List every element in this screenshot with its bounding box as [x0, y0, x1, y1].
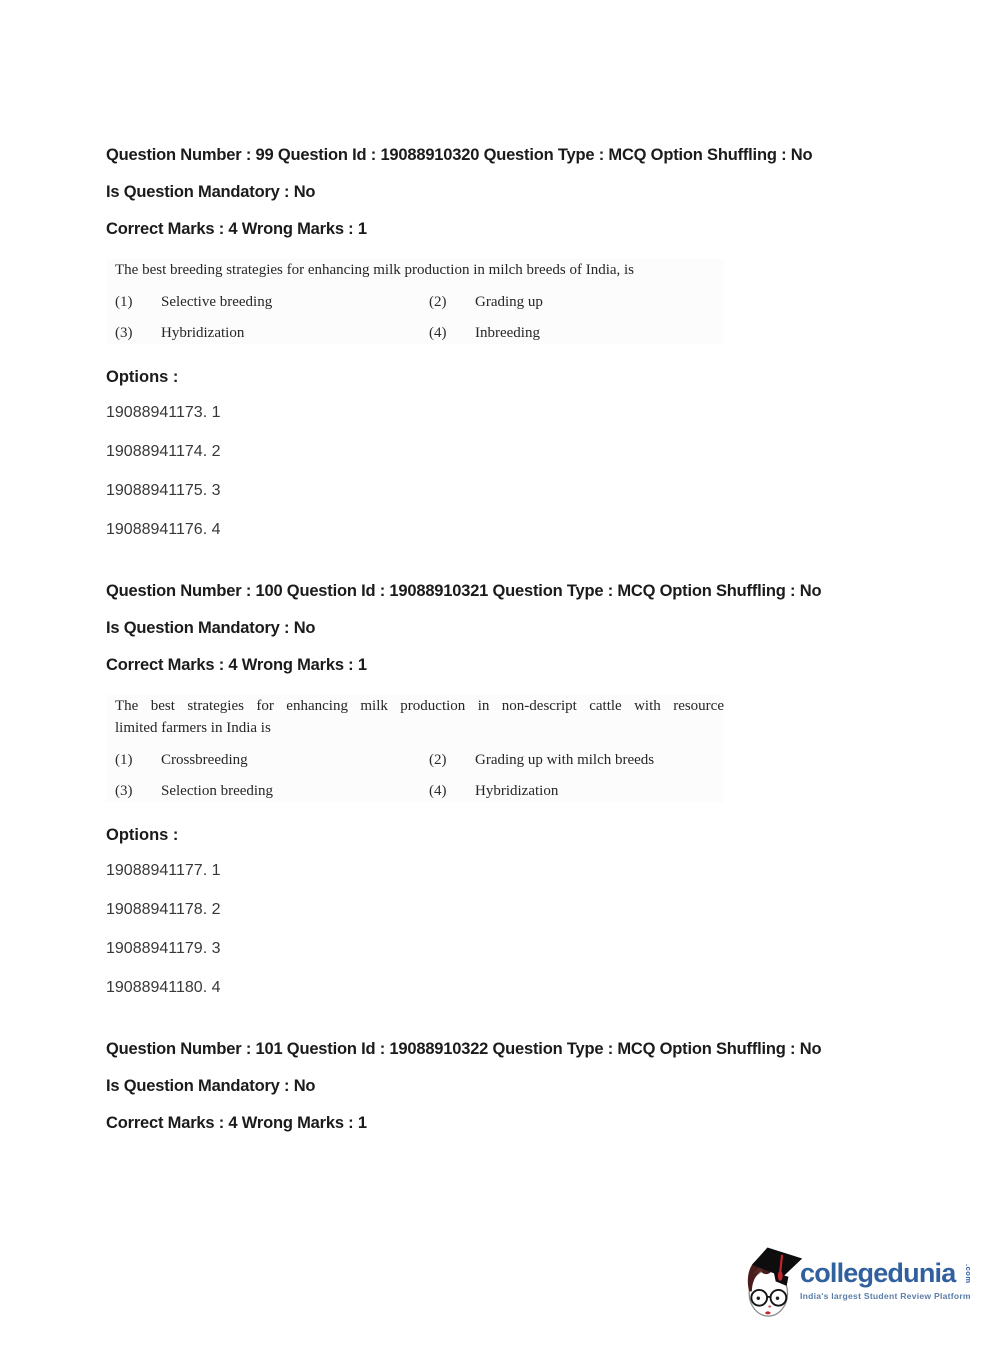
choice-number: (3) — [115, 325, 133, 341]
question-mandatory-line: Is Question Mandatory : No — [106, 1077, 316, 1095]
question-text: The best breeding strategies for enhancing milk production in milch breeds of India, is — [115, 262, 635, 278]
choice-label: Selective breeding — [161, 294, 273, 310]
choice-label: Inbreeding — [475, 325, 540, 341]
question-marks-line: Correct Marks : 4 Wrong Marks : 1 — [106, 220, 367, 238]
choice-label: Selection breeding — [161, 783, 274, 799]
choice-label: Hybridization — [161, 325, 245, 341]
option-id-list — [106, 862, 901, 997]
option-id-item: 19088941178. 2 — [106, 901, 221, 918]
choice-grid — [115, 291, 724, 344]
question-mandatory-line: Is Question Mandatory : No — [106, 619, 316, 637]
question-block-100 — [106, 581, 901, 997]
question-mandatory-line: Is Question Mandatory : No — [106, 183, 316, 201]
question-marks-line: Correct Marks : 4 Wrong Marks : 1 — [106, 656, 367, 674]
choice-number: (2) — [429, 752, 447, 768]
mascot-graduate-icon — [740, 1246, 804, 1324]
choice-number: (1) — [115, 294, 133, 310]
options-heading: Options : — [106, 826, 179, 844]
choice-number: (2) — [429, 294, 447, 310]
question-block-101 — [106, 1039, 901, 1133]
option-id-list — [106, 404, 901, 539]
option-id-item: 19088941179. 3 — [106, 940, 221, 957]
option-id-item: 19088941177. 1 — [106, 862, 221, 879]
options-heading: Options : — [106, 368, 179, 386]
choice-label: Crossbreeding — [161, 752, 248, 768]
option-id-item: 19088941175. 3 — [106, 482, 221, 499]
question-text-line-2: limited farmers in India is — [115, 720, 271, 736]
collegedunia-tagline: India's largest Student Review Platform — [800, 1291, 971, 1301]
choice-label: Grading up — [475, 294, 543, 310]
collegedunia-wordmark: collegedunia — [800, 1258, 956, 1288]
choice-number: (4) — [429, 783, 447, 799]
question-text-scan — [106, 695, 724, 802]
question-text-line-1: The best strategies for enhancing milk production in non-descript cattle with resource — [115, 698, 724, 714]
choice-number: (1) — [115, 752, 133, 768]
option-id-item: 19088941174. 2 — [106, 443, 221, 460]
option-id-item: 19088941176. 4 — [106, 521, 221, 538]
collegedunia-tld: .com — [964, 1264, 973, 1284]
option-id-item: 19088941173. 1 — [106, 404, 221, 421]
question-meta-line: Question Number : 99 Question Id : 19088910320 Question Type : MCQ Option Shuffling : No — [106, 146, 813, 164]
question-meta-line: Question Number : 100 Question Id : 19088910321 Question Type : MCQ Option Shuffling : No — [106, 582, 822, 600]
question-meta-line: Question Number : 101 Question Id : 19088910322 Question Type : MCQ Option Shuffling : No — [106, 1040, 822, 1058]
collegedunia-logo — [740, 1244, 980, 1324]
choice-label: Grading up with milch breeds — [475, 752, 655, 768]
choice-label: Hybridization — [475, 783, 559, 799]
question-text-scan — [106, 259, 724, 344]
choice-number: (3) — [115, 783, 133, 799]
choice-grid — [115, 749, 724, 802]
question-block-99 — [106, 145, 901, 539]
question-marks-line: Correct Marks : 4 Wrong Marks : 1 — [106, 1114, 367, 1132]
option-id-item: 19088941180. 4 — [106, 979, 221, 996]
choice-number: (4) — [429, 325, 447, 341]
